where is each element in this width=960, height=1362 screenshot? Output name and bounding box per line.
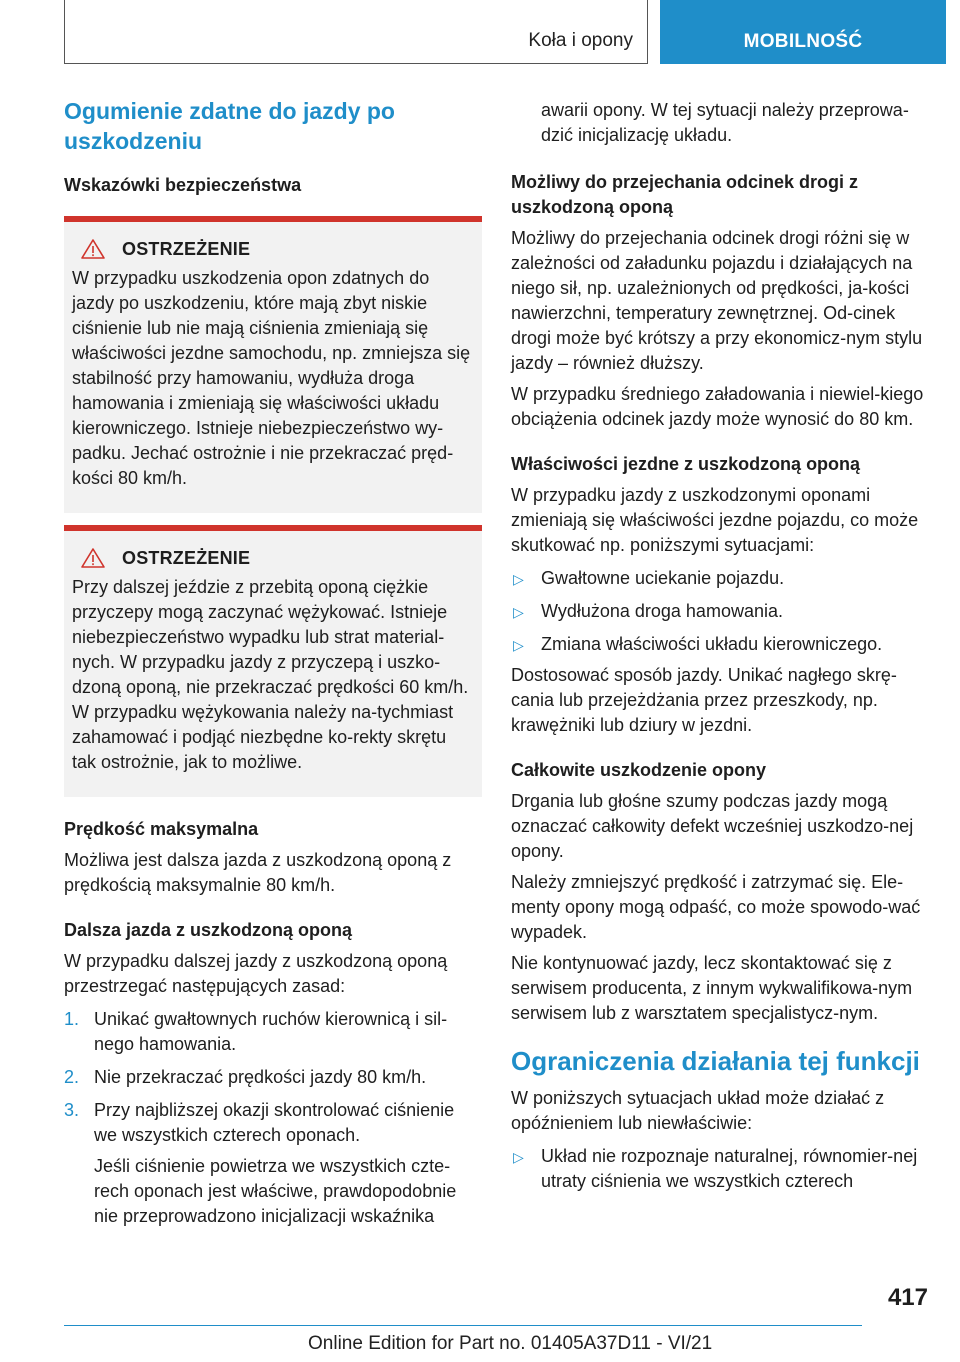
warning-label: OSTRZEŻENIE <box>122 547 251 568</box>
list-item <box>511 632 929 657</box>
right-column <box>511 98 929 1194</box>
warning-text: W przypadku uszkodzenia opon zdatnych do jazdy po uszkodzeniu, które mają zbyt niskie ciśnienie lub nie mają ciśnienia zmieniają się właściwości jezdne samochodu, np. zmniejsza się stabilność przy hamowaniu, wydłuża droga hamowania i zmieniają się właściwości układu kierowniczego. Istnieje niebezpieczeństwo wy-padku. Jechać ostrożnie i nie przekraczać pręd-kości 80 km/h. <box>72 268 471 488</box>
max-speed-heading: Prędkość maksymalna <box>64 819 259 839</box>
step-text: Nie przekraczać prędkości jazdy 80 km/h. <box>94 1067 427 1087</box>
step-number: 1. <box>64 1009 80 1029</box>
bullet-triangle-icon: ▷ <box>513 604 524 620</box>
limits-title: Ograniczenia działania tej funkcji <box>511 1046 920 1076</box>
section-title: Ogumienie zdatne do jazdy po uszkodzeniu <box>64 98 395 154</box>
list-item-text: Układ nie rozpoznaje naturalnej, równomier-nej utraty ciśnienia we wszystkich czterech <box>541 1146 918 1191</box>
bullet-triangle-icon: ▷ <box>513 1149 524 1165</box>
limits-text: W poniższych sytuacjach układ może działać z opóźnieniem lub niewłaściwie: <box>511 1088 885 1133</box>
bullet-triangle-icon: ▷ <box>513 637 524 653</box>
step-text: Unikać gwałtownych ruchów kierownicą i sil-nego hamowania. <box>94 1009 448 1054</box>
step-number: 2. <box>64 1067 80 1087</box>
warning-triangle-icon <box>80 547 106 569</box>
continue-heading: Dalsza jazda z uszkodzoną oponą <box>64 920 353 940</box>
chapter-tab[interactable]: MOBILNOŚĆ <box>660 0 946 64</box>
total-damage-text-2: Należy zmniejszyć prędkość i zatrzymać się. Ele-menty opony mogą odpaść, co może spowodo-wać wypadek. <box>511 872 921 942</box>
distance-heading: Możliwy do przejechania odcinek drogi z uszkodzoną oponą <box>511 172 859 217</box>
page-number: 417 <box>887 1284 928 1311</box>
warning-text: Przy dalszej jeździe z przebitą oponą ciężkie przyczepy mogą zaczynać wężykować. Istnieje niebezpieczeństwo wypadku lub strat material-nych. W przypadku jazdy z przyczepą i uszko-dzoną oponą, nie przekraczać prędkości 60 km/h. W przypadku wężykowania należy na-tychmiast zahamować i podjąć niezbędne ko-rekty skrętu tak ostrożnie, jak to możliwe. <box>72 577 469 772</box>
footer-edition: Online Edition for Part no. 01405A37D11 - VI/21 <box>308 1333 713 1354</box>
total-damage-heading: Całkowite uszkodzenie opony <box>511 760 767 780</box>
header-section-title: Koła i opony <box>528 30 633 51</box>
list-item <box>64 1065 482 1090</box>
step-text: Przy najbliższej okazji skontrolować ciśnienie we wszystkich czterech oponach. <box>94 1100 455 1145</box>
continuation-text: awarii opony. W tej sytuacji należy przeprowa-dzić inicjalizację układu. <box>541 100 909 145</box>
step3-extra-text: Jeśli ciśnienie powietrza we wszystkich czte-rech oponach jest właściwe, prawdopodobnie nie przeprowadzono inicjalizacji wskaźnika <box>94 1156 457 1226</box>
handling-after-text: Dostosować sposób jazdy. Unikać nagłego skrę-cania lub przejeżdżania przez przeszkody, np. krawężniki lub dziury w jezdni. <box>511 665 897 735</box>
warning-label: OSTRZEŻENIE <box>122 238 251 259</box>
max-speed-text: Możliwa jest dalsza jazda z uszkodzoną oponą z prędkością maksymalnie 80 km/h. <box>64 850 452 895</box>
bullet-triangle-icon: ▷ <box>513 571 524 587</box>
list-item <box>511 566 929 591</box>
total-damage-text-1: Drgania lub głośne szumy podczas jazdy mogą oznaczać całkowity defekt wcześniej uszkodzo-nej opony. <box>511 791 914 861</box>
list-item-text: Zmiana właściwości układu kierowniczego. <box>541 634 883 654</box>
continue-text: W przypadku dalszej jazdy z uszkodzoną oponą przestrzegać następujących zasad: <box>64 951 448 996</box>
step-number: 3. <box>64 1100 80 1120</box>
safety-heading: Wskazówki bezpieczeństwa <box>64 175 302 195</box>
total-damage-text-3: Nie kontynuować jazdy, lecz skontaktować się z serwisem producenta, z innym wykwalifikowa-nym serwisem lub z warsztatem specjalistycz-nym. <box>511 953 913 1023</box>
list-item-text: Gwałtowne uciekanie pojazdu. <box>541 568 785 588</box>
header-section-box <box>64 0 648 64</box>
handling-heading: Właściwości jezdne z uszkodzoną oponą <box>511 454 861 474</box>
warning-box-2 <box>64 525 482 797</box>
steps-list <box>64 1007 482 1148</box>
handling-list <box>511 566 929 657</box>
left-column <box>64 96 482 1229</box>
list-item <box>64 1098 482 1148</box>
list-item <box>64 1007 482 1057</box>
list-item <box>511 1144 929 1194</box>
footer-divider <box>64 1325 862 1326</box>
handling-text: W przypadku jazdy z uszkodzonymi oponami zmieniają się właściwości jezdne pojazdu, co może skutkować np. poniższymi sytuacjami: <box>511 485 919 555</box>
list-item-text: Wydłużona droga hamowania. <box>541 601 783 621</box>
warning-box-1 <box>64 216 482 513</box>
distance-text-2: W przypadku średniego załadowania i niewiel-kiego obciążenia odcinek jazdy może wynosić do 80 km. <box>511 384 924 429</box>
distance-text-1: Możliwy do przejechania odcinek drogi różni się w zależności od załadunku pojazdu i działających na niego sił, np. uzależnionych od prędkości, ja-kości nawierzchni, temperatury zewnętrznej. Od-cinek drogi może być krótszy a przy ekonomicz-nym stylu jazdy – również dłuższy. <box>511 228 923 373</box>
limits-list <box>511 1144 929 1194</box>
list-item <box>511 599 929 624</box>
warning-triangle-icon <box>80 238 106 260</box>
